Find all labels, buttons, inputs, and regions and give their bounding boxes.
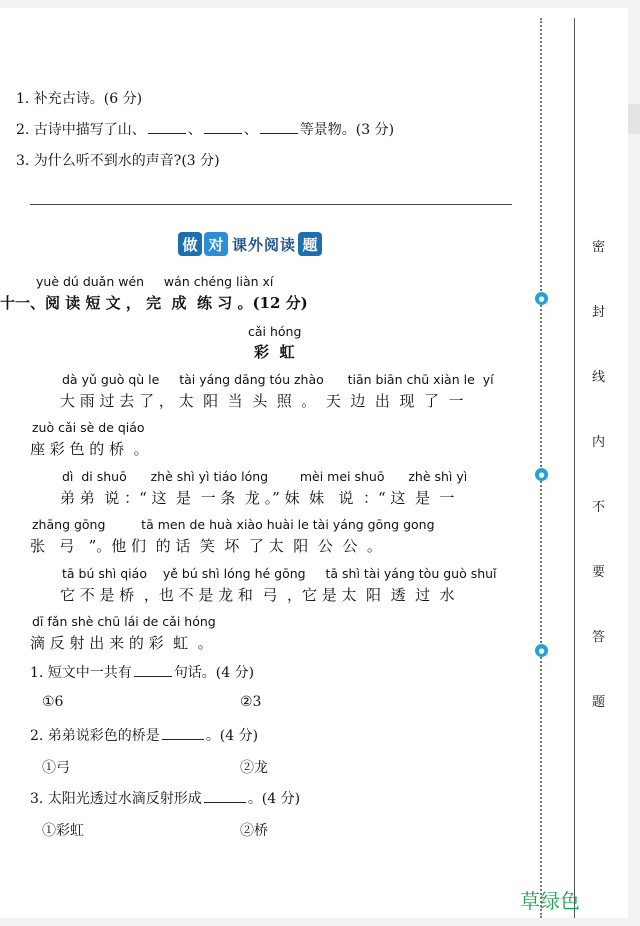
answer-blank[interactable] <box>148 121 186 134</box>
question-suffix: 句话。(4 分) <box>173 665 255 681</box>
question-bridge <box>30 725 258 745</box>
question-3-water-sound: 3. 为什么听不到水的声音?(3 分) <box>16 153 220 169</box>
section-pinyin: yuè dú duǎn wén wán chéng liàn xí <box>36 274 274 289</box>
question-text: 3. 太阳光透过水滴反射形成 <box>30 791 202 807</box>
margin-char: 封 <box>592 305 606 320</box>
question-sentence-count <box>30 662 254 682</box>
passage-line: 张 弓 ”。他 们 的 话 笑 坏 了 太 阳 公 公 。 <box>30 537 382 555</box>
passage-pinyin: tā bú shì qiáo yě bú shì lóng hé gōng tā shì tài yáng tòu guò shuǐ <box>62 566 497 581</box>
seal-icon: ● <box>535 292 548 305</box>
margin-char: 不 <box>592 500 606 515</box>
reading-banner <box>178 230 324 258</box>
question-2-scenery <box>16 119 394 139</box>
answer-blank[interactable] <box>204 121 242 134</box>
passage-pinyin: zhāng gōng tā men de huà xiào huài le tài yáng gōng gong <box>32 517 435 532</box>
passage-pinyin: zuò cǎi sè de qiáo <box>32 420 145 435</box>
seal-icon: ● <box>535 644 548 657</box>
passage-title-pinyin: cǎi hóng <box>248 324 302 339</box>
margin-char: 内 <box>592 435 606 450</box>
passage-pinyin: dī fǎn shè chū lái de cǎi hóng <box>32 614 216 629</box>
question-suffix: 。(4 分) <box>205 728 259 744</box>
passage-line: 大 雨 过 去 了 ， 太 阳 当 头 照 。 天 边 出 现 了 一 <box>60 392 464 410</box>
question-text: 1. 短文中一共有 <box>30 665 132 681</box>
answer-blank[interactable] <box>162 727 204 740</box>
question-1-fill-poem: 1. 补充古诗。(6 分) <box>16 91 143 107</box>
separator: 、 <box>187 122 202 138</box>
section-title: 十一、阅 读 短 文 ， 完 成 练 习 。(12 分) <box>0 294 308 312</box>
margin-char: 密 <box>592 240 606 255</box>
banner-tile: 对 <box>204 232 228 256</box>
passage-title: 彩 虹 <box>254 343 295 361</box>
banner-tile: 做 <box>178 232 202 256</box>
option-b[interactable]: ②龙 <box>240 760 268 776</box>
passage-pinyin: dì di shuō zhè shì yì tiáo lóng mèi mei shuō zhè shì yì <box>62 469 468 484</box>
question-text: 2. 弟弟说彩色的桥是 <box>30 728 160 744</box>
passage-line: 弟 弟 说 ：“ 这 是 一 条 龙 。” 妹 妹 说 ：“ 这 是 一 <box>60 489 455 507</box>
watermark: 草绿色 <box>520 889 580 913</box>
answer-line[interactable] <box>30 204 512 205</box>
seal-icon: ● <box>535 468 548 481</box>
question-2-suffix: 等景物。(3 分) <box>299 122 395 138</box>
binding-line <box>574 18 575 918</box>
passage-line: 滴 反 射 出 来 的 彩 虹 。 <box>30 634 213 652</box>
option-a[interactable]: ①弓 <box>42 760 70 776</box>
answer-blank[interactable] <box>134 664 172 677</box>
option-b[interactable]: ②桥 <box>240 823 268 839</box>
margin-char: 要 <box>592 565 606 580</box>
margin-char: 答 <box>592 630 606 645</box>
passage-line: 座 彩 色 的 桥 。 <box>30 440 149 458</box>
option-b[interactable]: ②3 <box>240 694 262 710</box>
passage-pinyin: dà yǔ guò qù le tài yáng dāng tóu zhào tiān biān chū xiàn le yí <box>62 372 494 387</box>
margin-char: 题 <box>592 695 606 710</box>
answer-blank[interactable] <box>204 790 246 803</box>
scrollbar[interactable] <box>628 104 640 134</box>
answer-blank[interactable] <box>260 121 298 134</box>
question-rainbow <box>30 788 300 808</box>
margin-char: 线 <box>592 370 606 385</box>
option-a[interactable]: ①彩虹 <box>42 823 84 839</box>
passage-line: 它 不 是 桥 ，也 不 是 龙 和 弓 ，它 是 太 阳 透 过 水 <box>60 586 455 604</box>
worksheet-page <box>0 8 628 918</box>
banner-tile: 题 <box>298 232 322 256</box>
banner-text: 课外阅读 <box>232 235 297 254</box>
question-suffix: 。(4 分) <box>247 791 301 807</box>
option-a[interactable]: ①6 <box>42 694 64 710</box>
separator: 、 <box>243 122 258 138</box>
question-2-text: 2. 古诗中描写了山、 <box>16 122 146 138</box>
